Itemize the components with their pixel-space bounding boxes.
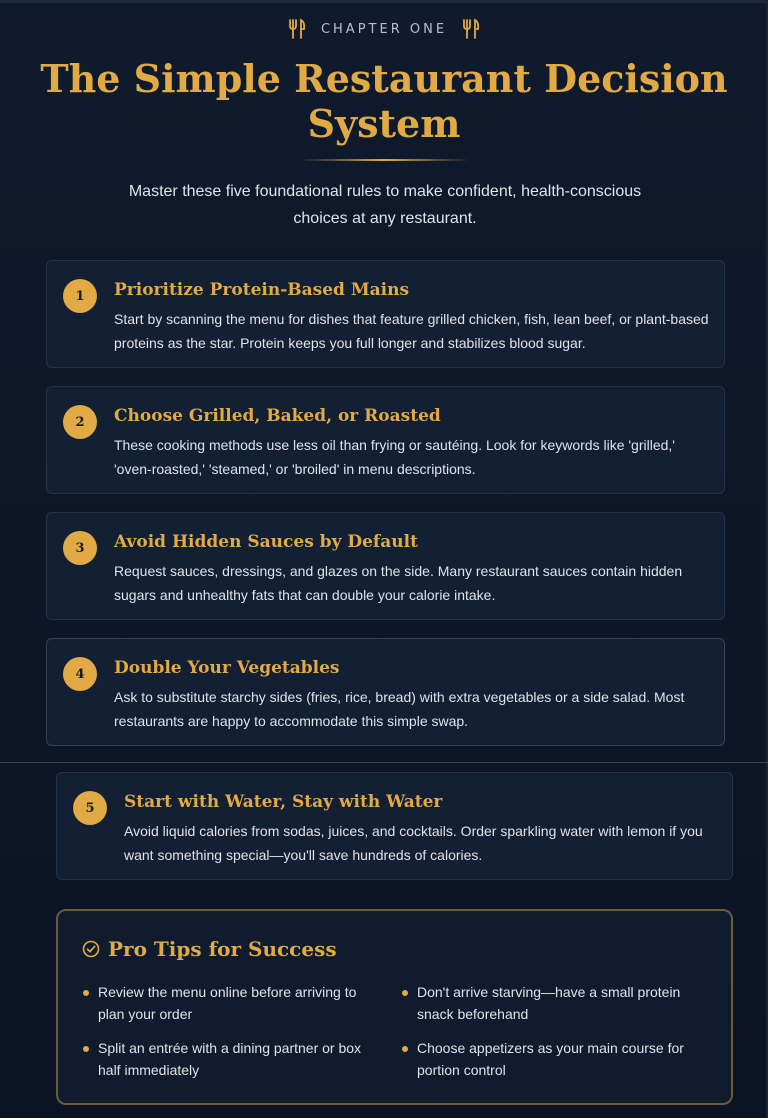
tip-item: [401, 981, 701, 1025]
rule-title: Prioritize Protein-Based Mains: [114, 280, 410, 300]
rule-card-2: [46, 386, 725, 494]
rule-card-3: [46, 512, 725, 620]
pro-tips-panel: [56, 909, 733, 1105]
pro-tips-header: [82, 937, 337, 961]
top-edge: [0, 0, 768, 3]
tip-text: Choose appetizers as your main course for portion control: [417, 1040, 684, 1078]
rule-number-badge: 5: [73, 791, 107, 825]
rule-title: Avoid Hidden Sauces by Default: [114, 532, 418, 552]
rule-description: Start by scanning the menu for dishes that feature grilled chicken, fish, lean beef, or plant-based proteins as the star. Protein keeps you full longer and stabilizes blood sugar.: [114, 311, 709, 351]
rule-description: Ask to substitute starchy sides (fries, rice, bread) with extra vegetables or a side salad. Most restaurants are happy to accommodate this simple swap.: [114, 689, 685, 729]
bullet-dot: [83, 1046, 89, 1052]
rule-number-badge: 2: [63, 405, 97, 439]
fork-knife-icon: [461, 18, 481, 40]
tip-item: [401, 1037, 701, 1081]
section-divider: [0, 762, 768, 763]
tip-text: Review the menu online before arriving to plan your order: [98, 984, 357, 1022]
fork-knife-icon: [287, 18, 307, 40]
rule-card-5: [56, 772, 733, 880]
tip-text: Split an entrée with a dining partner or box half immediately: [98, 1040, 362, 1078]
rule-title: Double Your Vegetables: [114, 658, 340, 678]
rule-description: These cooking methods use less oil than frying or sautéing. Look for keywords like 'grilled,' 'oven-roasted,' 'steamed,' or 'broiled' in menu descriptions.: [114, 437, 675, 477]
bullet-dot: [402, 990, 408, 996]
rule-number-badge: 3: [63, 531, 97, 565]
rule-card-4: [46, 638, 725, 746]
rule-number-badge: 1: [63, 279, 97, 313]
page-title: The Simple Restaurant Decision System: [40, 56, 728, 146]
rule-number-badge: 4: [63, 657, 97, 691]
rule-card-1: [46, 260, 725, 368]
tip-item: [82, 1037, 382, 1081]
check-circle-icon: [82, 940, 100, 958]
tip-item: [82, 981, 382, 1025]
rule-title: Choose Grilled, Baked, or Roasted: [114, 406, 441, 426]
pro-tips-title: Pro Tips for Success: [108, 937, 337, 961]
chapter-label: CHAPTER ONE: [320, 21, 448, 37]
intro-text: Master these five foundational rules to make confident, health-conscious choices at any restaurant.: [128, 183, 642, 227]
title-divider: [300, 159, 470, 161]
bullet-dot: [402, 1046, 408, 1052]
bullet-dot: [83, 990, 89, 996]
rule-title: Start with Water, Stay with Water: [124, 792, 443, 812]
rule-description: Request sauces, dressings, and glazes on the side. Many restaurant sauces contain hidden sugars and unhealthy fats that can double your calorie intake.: [114, 563, 683, 603]
rule-description: Avoid liquid calories from sodas, juices, and cocktails. Order sparkling water with lemon if you want something special—you'll save hundreds of calories.: [124, 823, 703, 863]
chapter-heading: [0, 17, 768, 41]
tip-text: Don't arrive starving—have a small protein snack beforehand: [417, 984, 681, 1022]
